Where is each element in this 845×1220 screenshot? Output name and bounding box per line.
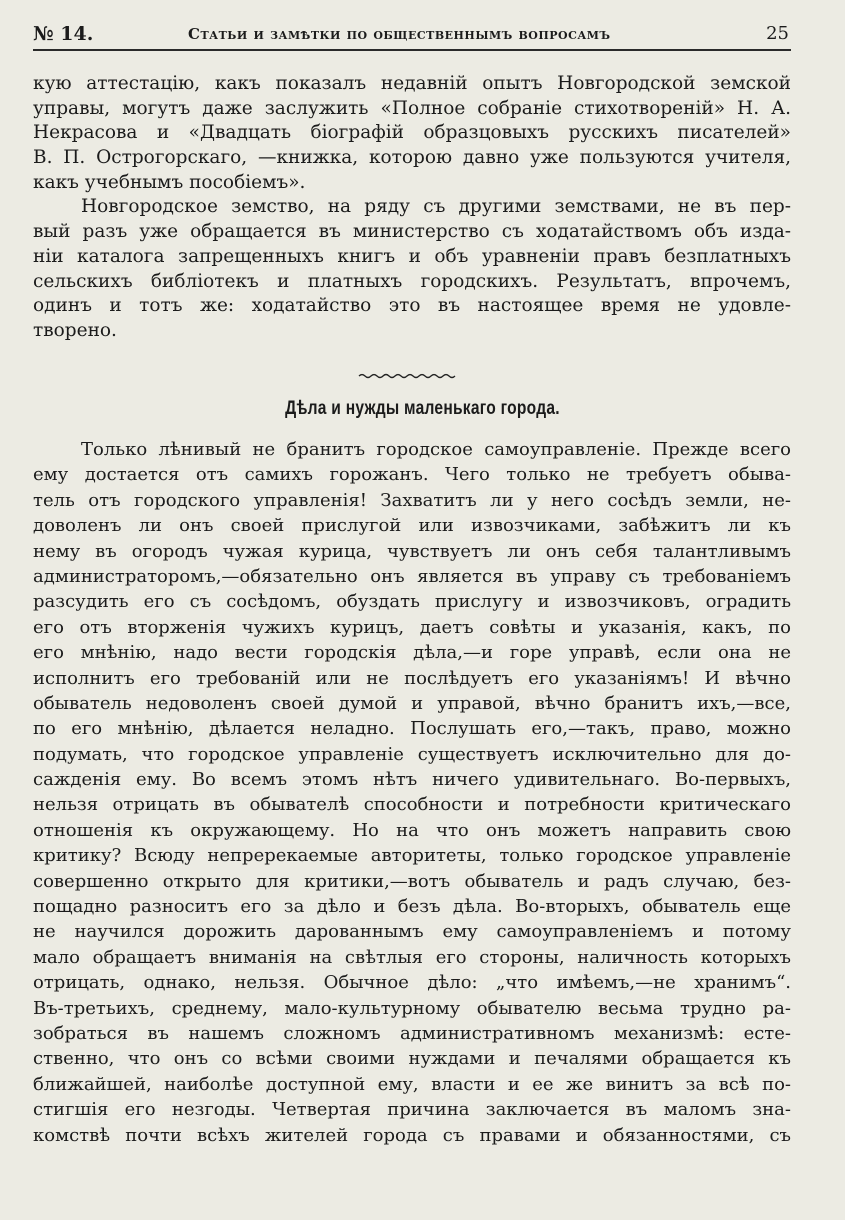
text-line: его мнѣнію, надо вести городскія дѣла,—и горе управѣ, если она не <box>33 642 791 664</box>
text-line: кую аттестацію, какъ показалъ недавній опытъ Новгородской земской <box>33 73 791 94</box>
text-line: сельскихъ библіотекъ и платныхъ городскихъ. Результатъ, впрочемъ, <box>33 270 791 292</box>
text-line: по его мнѣнію, дѣлается неладно. Послушать его,—такъ, право, можно <box>33 718 791 740</box>
text-line: творено. <box>33 319 117 341</box>
running-header <box>33 19 791 51</box>
text-line: не научился дорожить дарованнымъ ему самоуправленіемъ и потому <box>33 921 791 943</box>
page-number: 25 <box>766 23 789 44</box>
text-line: совершенно открыто для критики,—вотъ обыватель и радъ случаю, без- <box>33 870 791 892</box>
section-body <box>33 437 791 1148</box>
text-line: какъ учебнымъ пособіемъ». <box>33 171 306 193</box>
section-divider <box>357 372 457 380</box>
text-line: ближайшей, наиболѣе доступной ему, власти и ее же винитъ за всѣ по- <box>33 1073 791 1095</box>
text-line: тель отъ городского управленія! Захватитъ ли у него сосѣдъ земли, не- <box>33 489 791 511</box>
text-line: Только лѣнивый не бранитъ городское самоуправленіе. Прежде всего <box>81 439 791 460</box>
text-line: В. П. Острогорскаго, —книжка, которою давно уже пользуются учителя, <box>33 147 791 169</box>
text-line: Въ-третьихъ, среднему, мало-культурному обывателю весьма трудно ра- <box>33 997 791 1019</box>
section-title: Дѣла и нужды маленькаго города. <box>285 398 560 419</box>
text-line: комствѣ почти всѣхъ жителей города съ правами и обязанностями, съ <box>33 1124 791 1146</box>
text-line: мало обращаетъ вниманія на свѣтлыя его стороны, наличность которыхъ <box>33 946 791 968</box>
text-line: Новгородское земство, на ряду съ другими земствами, не въ пер- <box>81 196 791 218</box>
text-line: его отъ вторженія чужихъ курицъ, даетъ совѣты и указанія, какъ, по <box>33 616 791 638</box>
text-line: подумать, что городское управленіе существуетъ исключительно для до- <box>33 743 791 765</box>
text-line: исполнитъ его требованій или не послѣдуетъ его указаніямъ! И вѣчно <box>33 667 791 689</box>
text-line: ніи каталога запрещенныхъ книгъ и объ уравненіи правъ безплатныхъ <box>33 245 791 267</box>
text-line: разсудить его съ сосѣдомъ, обуздать прислугу и извозчиковъ, оградить <box>33 591 791 613</box>
text-line: администраторомъ,—обязательно онъ является въ управу съ требованіемъ <box>33 565 791 587</box>
text-line: отношенія къ окружающему. Но на что онъ можетъ направить свою <box>33 819 791 841</box>
paragraph <box>33 195 791 343</box>
text-line: нельзя отрицать въ обывателѣ способности и потребности критическаго <box>33 794 791 816</box>
text-line: отрицать, однако, нельзя. Обычное дѣло: „что имѣемъ,—не хранимъ“. <box>33 972 791 994</box>
continued-text <box>33 72 791 344</box>
text-line: ему достается отъ самихъ горожанъ. Чего только не требуетъ обыва- <box>33 464 791 486</box>
text-line: доволенъ ли онъ своей прислугой или извозчиками, забѣжитъ ли къ <box>33 515 791 537</box>
paragraph <box>33 437 791 1148</box>
text-line: стигшія его незгоды. Четвертая причина заключается въ маломъ зна- <box>33 1099 791 1121</box>
text-line: сажденія ему. Во всемъ этомъ нѣтъ ничего удивительнаго. Во-первыхъ, <box>33 769 791 791</box>
text-line: критику? Всюду непререкаемые авторитеты, только городское управленіе <box>33 845 791 867</box>
text-line: зобраться въ нашемъ сложномъ административномъ механизмѣ: есте- <box>33 1022 791 1044</box>
paragraph <box>33 72 791 195</box>
text-line: нему въ огородъ чужая курица, чувствуетъ ли онъ себя талантливымъ <box>33 540 791 562</box>
text-line: вый разъ уже обращается въ министерство съ ходатайствомъ объ изда- <box>33 221 791 243</box>
text-line: управы, могутъ даже заслужить «Полное собраніе стихотвореній» Н. А. <box>33 97 791 119</box>
text-line: ственно, что онъ со всѣми своими нуждами и печалями обращается къ <box>33 1048 791 1070</box>
text-line: пощадно разноситъ его за дѣло и безъ дѣла. Во-вторыхъ, обыватель еще <box>33 896 791 918</box>
running-title: Статьи и замѣтки по общественнымъ вопросамъ <box>188 25 611 43</box>
text-line: одинъ и тотъ же: ходатайство это въ настоящее время не удовле- <box>33 295 791 317</box>
issue-number: № 14. <box>33 23 94 45</box>
text-line: обыватель недоволенъ своей думой и управой, вѣчно бранитъ ихъ,—все, <box>33 692 791 714</box>
text-line: Некрасова и «Двадцать біографій образцовыхъ русскихъ писателей» <box>33 122 791 144</box>
